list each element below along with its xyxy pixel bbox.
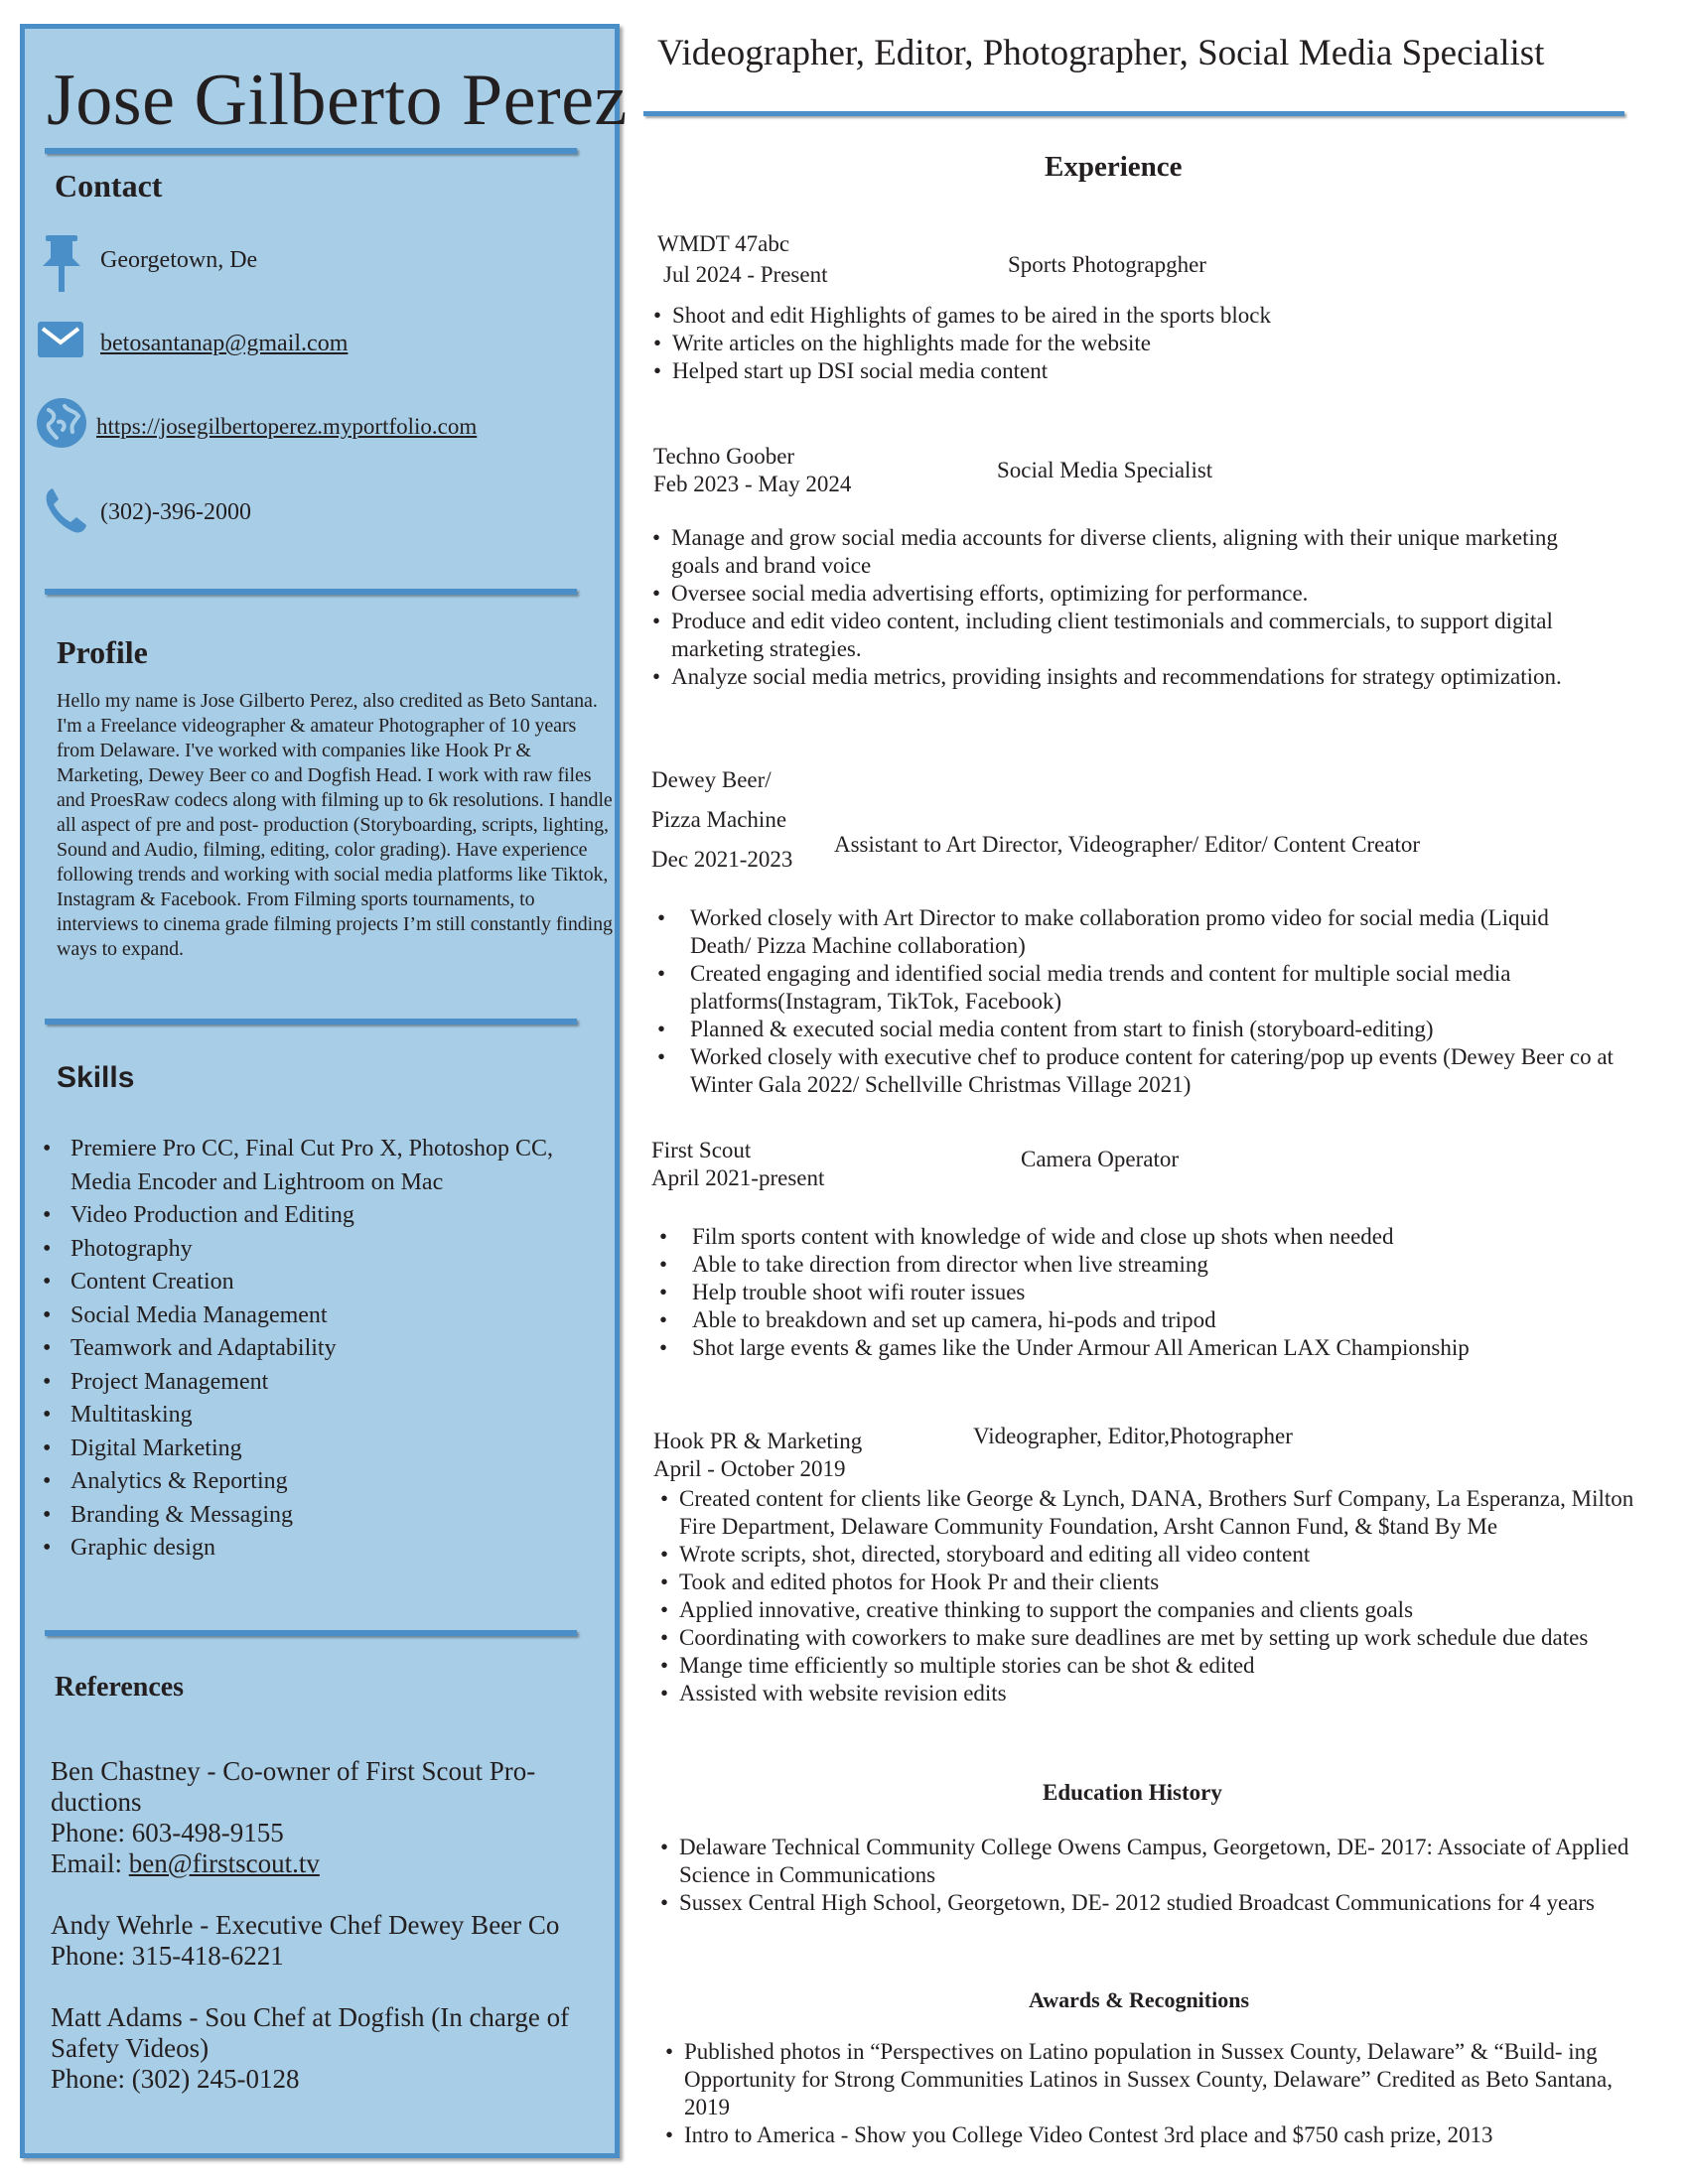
bullet-item: • Write articles on the highlights made for the website (672, 330, 1625, 357)
reference-phone: Phone: 603-498-9155 (51, 1818, 284, 1847)
reference-email-link[interactable]: ben@firstscout.tv (128, 1848, 320, 1878)
job-bullets (679, 1485, 1652, 1707)
references-list (51, 1756, 607, 2125)
reference-name: Ben Chastney - Co-owner of First Scout Pro- ductions (51, 1756, 536, 1817)
candidate-name: Jose Gilberto Perez (47, 60, 628, 141)
reference-item (51, 2002, 607, 2095)
education-item: • Sussex Central High School, Georgetown, DE- 2012 studied Broadcast Communications for 4 years (679, 1889, 1632, 1917)
education-heading: Education History (1043, 1780, 1222, 1805)
job-dates: Feb 2023 - May 2024 (653, 472, 852, 496)
job-company: Hook PR & Marketing (653, 1429, 863, 1453)
reference-phone: Phone: 315-418-6221 (51, 1941, 284, 1971)
skill-item: • Teamwork and Adaptability (70, 1332, 607, 1366)
bullet-item: • Applied innovative, creative thinking to support the companies and clients goals (679, 1596, 1652, 1624)
job-dates: April - October 2019 (653, 1456, 846, 1481)
profile-text: Hello my name is Jose Gilberto Perez, also credited as Beto Santana. I'm a Freelance videographer & amateur Photographer of 10 years from Delaware. I've worked with companies like Hook Pr & Marketing, Dewey Beer co and Dogfish Head. I work with raw files and ProesRaw codecs along with filming up to 6k resolutions. I handle all aspect of pre and post- production (Storyboarding, scripts, lighting, Sound and Audio, filming, editing, color grading). Have experience following trends and working with social media platforms like Tiktok, Instagram & Facebook. From Filming sports tournaments, to interviews to cinema grade filming projects I’m still constantly finding ways to expand. (57, 690, 613, 960)
reference-name: Andy Wehrle - Executive Chef Dewey Beer Co (51, 1910, 560, 1940)
job-bullets (692, 1223, 1616, 1362)
reference-item (51, 1756, 607, 1879)
skill-item: • Multitasking (70, 1399, 607, 1433)
skill-item: • Project Management (70, 1366, 607, 1400)
contact-email-link[interactable]: betosantanap@gmail.com (100, 331, 349, 356)
skill-item: • Social Media Management (70, 1299, 607, 1333)
skills-list (70, 1133, 607, 1566)
bullet-item: • Analyze social media metrics, providing insights and recommendations for strategy optimization. (671, 663, 1595, 691)
bullet-item: • Took and edited photos for Hook Pr and their clients (679, 1569, 1652, 1596)
bullet-item: • Help trouble shoot wifi router issues (692, 1279, 1616, 1306)
bullet-item: • Planned & executed social media content from start to finish (storyboard-editing) (690, 1016, 1614, 1043)
skill-item: • Premiere Pro CC, Final Cut Pro X, Photoshop CC, Media Encoder and Lightroom on Mac (70, 1133, 607, 1199)
job-bullets (671, 524, 1595, 691)
job-role: Videographer, Editor,Photographer (973, 1424, 1293, 1448)
contact-heading: Contact (55, 168, 163, 204)
skill-item: • Content Creation (70, 1266, 607, 1299)
reference-name: Matt Adams - Sou Chef at Dogfish (In charge of Safety Videos) (51, 2002, 570, 2063)
divider (45, 148, 577, 154)
references-heading: References (55, 1672, 185, 1703)
envelope-icon (37, 321, 84, 358)
phone-icon (43, 485, 88, 535)
job-company: Techno Goober (653, 444, 795, 469)
bullet-item: • Worked closely with Art Director to make collaboration promo video for social media (Liquid Death/ Pizza Machine collaboration) (690, 904, 1614, 960)
bullet-item: • Helped start up DSI social media content (672, 357, 1625, 385)
skill-item: • Video Production and Editing (70, 1199, 607, 1233)
job-company: Dewey Beer/ (651, 767, 772, 792)
bullet-item: • Produce and edit video content, including client testimonials and commercials, to support digital marketing strategies. (671, 608, 1595, 663)
bullet-item: • Wrote scripts, shot, directed, storyboard and editing all video content (679, 1541, 1652, 1569)
job-role: Social Media Specialist (997, 458, 1213, 482)
job-company: Pizza Machine (651, 807, 787, 832)
skill-item: • Branding & Messaging (70, 1499, 607, 1533)
skill-item: • Graphic design (70, 1532, 607, 1566)
job-dates: April 2021-present (651, 1165, 825, 1190)
bullet-item: • Created engaging and identified social media trends and content for multiple social media platforms(Instagram, TikTok, Facebook) (690, 960, 1614, 1016)
job-role: Camera Operator (1021, 1147, 1180, 1171)
award-item: • Published photos in “Perspectives on Latino population in Sussex County, Delaware” & “Build- ing Opportunity for Strong Communities Latinos in Sussex County, Delaware” Credited as Beto Santana, 2019 (684, 2038, 1652, 2121)
bullet-item: • Able to breakdown and set up camera, hi-pods and tripod (692, 1306, 1616, 1334)
globe-icon (35, 396, 88, 450)
awards-list (684, 2038, 1652, 2149)
job-company: First Scout (651, 1138, 752, 1162)
reference-item (51, 1910, 607, 1972)
bullet-item: • Created content for clients like George & Lynch, DANA, Brothers Surf Company, La Esperanza, Milton Fire Department, Delaware Community Foundation, Arsht Cannon Fund, & $tand By Me (679, 1485, 1652, 1541)
job-dates: Jul 2024 - Present (663, 262, 828, 287)
reference-phone: Phone: (302) 245-0128 (51, 2064, 300, 2094)
bullet-item: • Mange time efficiently so multiple stories can be shot & edited (679, 1652, 1652, 1680)
bullet-item: • Shoot and edit Highlights of games to be aired in the sports block (672, 302, 1625, 330)
bullet-item: • Shot large events & games like the Under Armour All American LAX Championship (692, 1334, 1616, 1362)
job-dates: Dec 2021-2023 (651, 847, 793, 872)
divider (45, 589, 577, 595)
skill-item: • Analytics & Reporting (70, 1465, 607, 1499)
bullet-item: • Worked closely with executive chef to produce content for catering/pop up events (Dewey Beer co at Winter Gala 2022/ Schellville Christmas Village 2021) (690, 1043, 1614, 1099)
pushpin-icon (39, 232, 84, 296)
headline: Videographer, Editor, Photographer, Social Media Specialist (657, 33, 1545, 73)
awards-heading: Awards & Recognitions (1029, 1987, 1250, 2012)
divider (45, 1019, 577, 1024)
bullet-item: • Film sports content with knowledge of wide and close up shots when needed (692, 1223, 1616, 1251)
reference-email-line (51, 1848, 607, 1879)
skill-item: • Photography (70, 1233, 607, 1267)
skills-heading: Skills (57, 1061, 135, 1094)
job-role: Assistant to Art Director, Videographer/ Editor/ Content Creator (834, 832, 1421, 857)
sidebar (20, 24, 628, 2158)
reference-email-label: Email: (51, 1848, 129, 1878)
job-company: WMDT 47abc (657, 231, 790, 256)
experience-heading: Experience (1045, 151, 1183, 183)
contact-phone: (302)-396-2000 (100, 499, 251, 525)
bullet-item: • Manage and grow social media accounts for diverse clients, aligning with their unique marketing goals and brand voice (671, 524, 1595, 580)
education-item: • Delaware Technical Community College Owens Campus, Georgetown, DE- 2017: Associate of Applied Science in Communications (679, 1834, 1632, 1889)
contact-location: Georgetown, De (100, 247, 258, 273)
job-bullets (672, 302, 1625, 385)
award-item: • Intro to America - Show you College Video Contest 3rd place and $750 cash prize, 2013 (684, 2121, 1652, 2149)
divider (45, 1630, 577, 1636)
skill-item: • Digital Marketing (70, 1433, 607, 1466)
job-bullets (690, 904, 1614, 1099)
job-role: Sports Photograpgher (1008, 252, 1206, 277)
bullet-item: • Coordinating with coworkers to make sure deadlines are met by setting up work schedule due dates (679, 1624, 1652, 1652)
divider (643, 111, 1624, 116)
bullet-item: • Oversee social media advertising efforts, optimizing for performance. (671, 580, 1595, 608)
contact-portfolio-link[interactable]: https://josegilbertoperez.myportfolio.com (96, 414, 478, 439)
profile-heading: Profile (57, 634, 148, 670)
bullet-item: • Able to take direction from director when live streaming (692, 1251, 1616, 1279)
bullet-item: • Assisted with website revision edits (679, 1680, 1652, 1707)
education-list (679, 1834, 1632, 1917)
